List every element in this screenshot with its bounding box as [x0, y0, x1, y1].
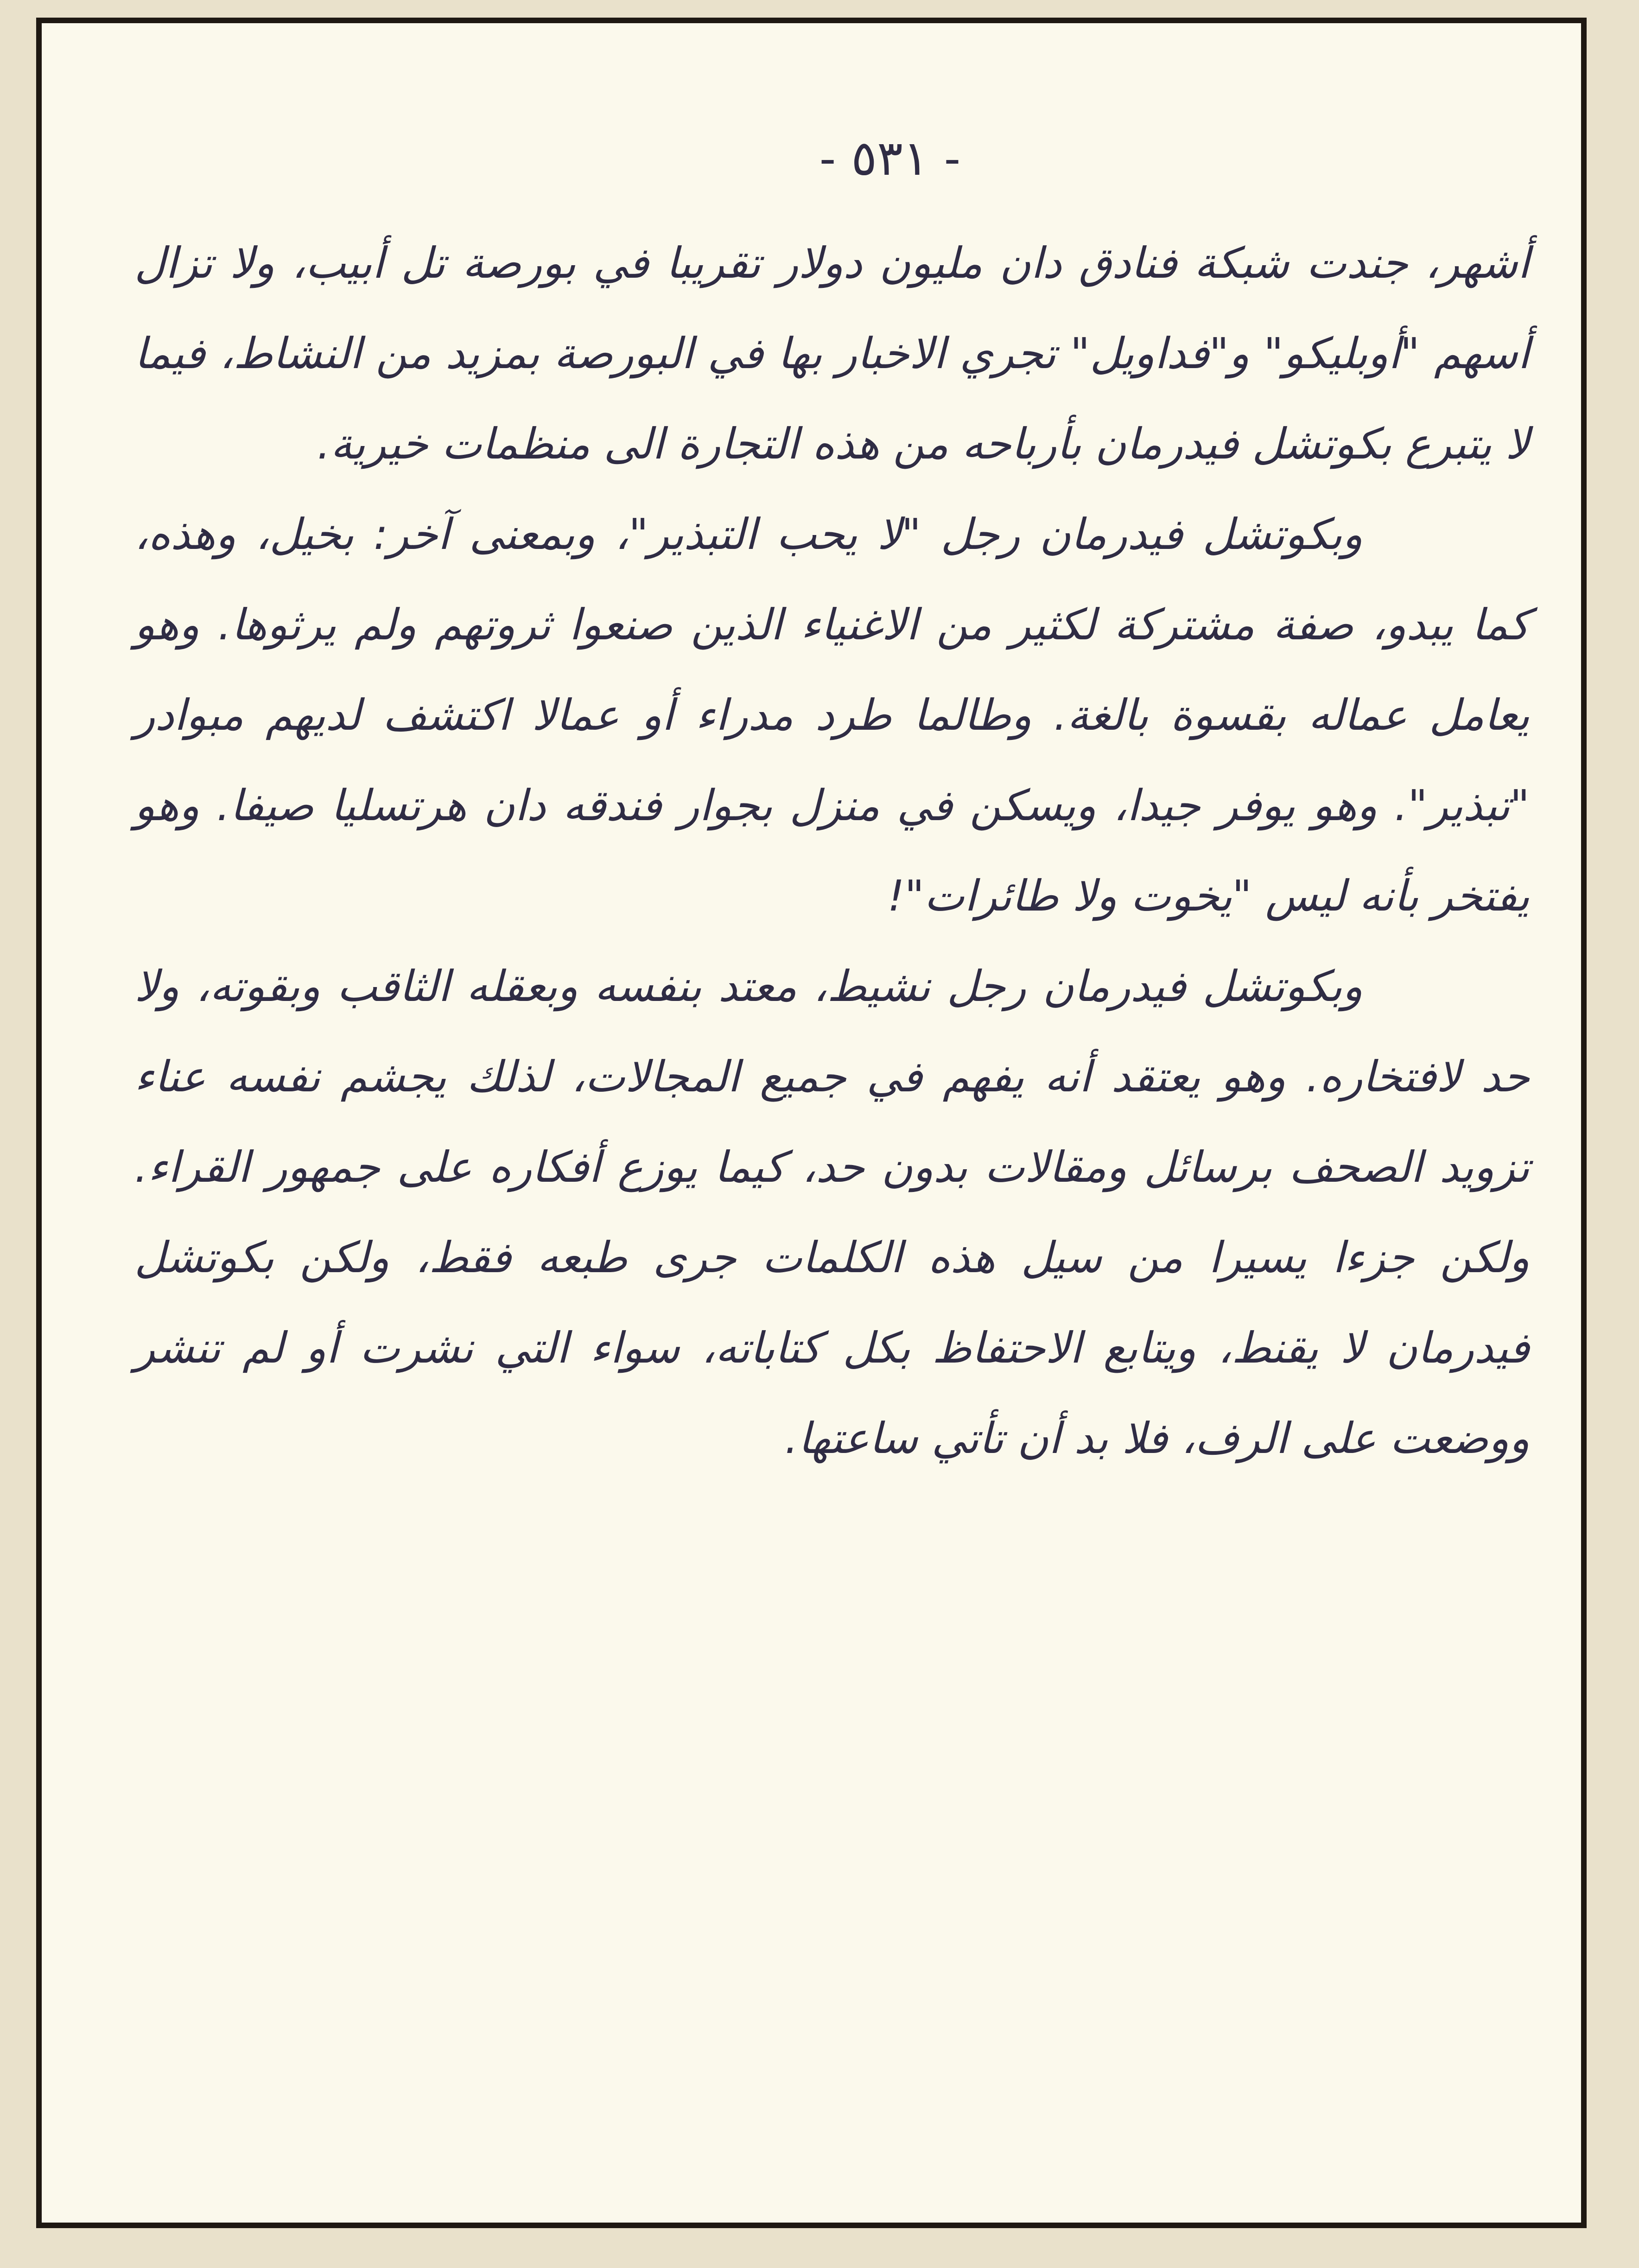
manuscript-page [36, 18, 1587, 2228]
handwritten-text-body [134, 218, 1530, 1484]
paragraph-3: وبكوتشل فيدرمان رجل نشيط، معتد بنفسه وبعقله الثاقب وبقوته، ولا حد لافتخاره. وهو يعتقد أنه يفهم في جميع المجالات، لذلك يجشم نفسه عناء تزويد الصحف برسائل ومقالات بدون حد، كيما يوزع أفكاره على جمهور القراء. ولكن جزءا يسيرا من سيل هذه الكلمات جرى طبعه فقط، ولكن بكوتشل فيدرمان لا يقنط، ويتابع الاحتفاظ بكل كتاباته، سواء التي نشرت أو لم تنشر ووضعت على الرف، فلا بد أن تأتي ساعتها. [134, 962, 1530, 1463]
page-number: - ٥٣١ - [820, 130, 960, 186]
paragraph-1: أشهر، جندت شبكة فنادق دان مليون دولار تقريبا في بورصة تل أبيب، ولا تزال أسهم "أوبليكو" و"فداويل" تجري الاخبار بها في البورصة بمزيد من النشاط، فيما لا يتبرع بكوتشل فيدرمان بأرباحه من هذه التجارة الى منظمات خيرية. [134, 238, 1530, 469]
paragraph-2: وبكوتشل فيدرمان رجل "لا يحب التبذير"، وبمعنى آخر: بخيل، وهذه، كما يبدو، صفة مشتركة لكثير من الاغنياء الذين صنعوا ثروتهم ولم يرثوها. وهو يعامل عماله بقسوة بالغة. وطالما طرد مدراء أو عمالا اكتشف لديهم مبوادر "تبذير". وهو يوفر جيدا، ويسكن في منزل بجوار فندقه دان هرتسليا صيفا. وهو يفتخر بأنه ليس "يخوت ولا طائرات"! [134, 510, 1530, 921]
